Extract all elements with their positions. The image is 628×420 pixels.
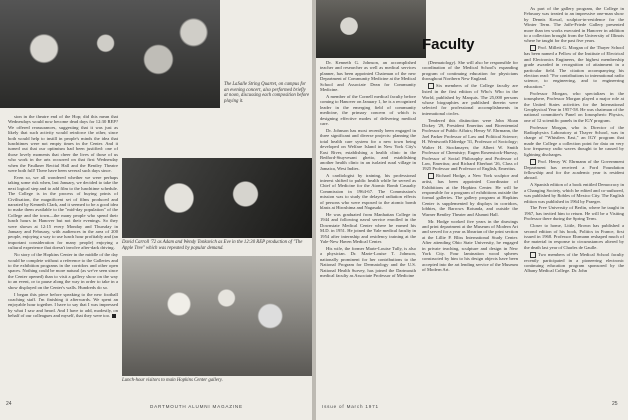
paragraph: He was graduated from Manhattan College in 1944 and following naval service enrolled in the Downstate Medical Center where he earned his M.D. in 1951. He joined the Yale medical faculty in 1954 after internship and residency training at the Yale-New Haven Medical Center.: [320, 211, 416, 244]
paragraph: Richard Hodge, a New York sculptor and artist, has been appointed Coordinator of Exhibitions at the Hopkins Center. He will be responsible for a program of exhibitions outside the formal galleries. The gallery program at Hopkins Center is supplemented by displays in corridors, lobbies, the Barrows Rotunda, and outside the Warner Bentley Theater and Alumni Hall.: [422, 173, 518, 217]
paragraph: Six members of the College faculty are listed in the first edition of Who's Who in the World, published by Marquis. The 25,000 persons whose biographies are published therein were selected for professional accomplishments in international circles.: [422, 83, 518, 116]
section-heading-box: [422, 36, 498, 54]
paragraph: Mr. Hodge worked five years in the drawings and print department at the Museum of Modern Art and served for a year as librarian of the print section at the Lillie P. Bliss International Study Center. After attending Ohio State University, he engaged in private teaching, sculpture and design in New York City. Four lamination wood spheres constructed by him to his design objects have been accepted into the art lending service of the Museum of Modern Art.: [422, 218, 518, 273]
gallery-caption: Lunch-hour visitors to main Hopkins Center gallery.: [122, 378, 223, 383]
paragraph: Prof. Millett G. Morgan of the Thayer School has been named a Fellow of the Institute of Electrical and Electronics Engineers, the highest membership grade awarded in recognition of attainment in a particular field. The citation accompanying his election read: "For contributions to international radio science, to engineering, and to engineering education.": [524, 45, 624, 89]
paragraph: Dr. Kenneth G. Johnson, an accomplished teacher and researcher as well as medical services planner, has been appointed Chairman of the new Department of Community Medicine at the Medical School and Associate Dean for Community Medicine.: [320, 60, 416, 93]
paragraph: I began this piece before speaking to the new football coaching staff. I'm finishing it afterwards. We spent an enjoyable hour together. I have to say that I was impressed by what I saw and heard. And I have to add, modestly, on behalf of our colleagues and myself, that they were too.: [8, 291, 118, 319]
gallery-visitors-photo: [122, 256, 312, 376]
paragraph: Even so, we all wondered whether we were perhaps taking some risk when, last January, we decided to take the next logical step and to add film to the lunchtime schedule. The College is in the process of buying prints of Civilisation, the magnificent set of films produced and narrated by Kenneth Clark, and it seemed to be a good idea to make them available to the "mid-day population" of the College and the town—the many people who spend their lunch hours in Hanover but not their evenings. So they were shown at 12:15 every Monday and Thursday in January and February, with audiences in the area of 200 people, enjoying a way to use lunch hour profitably and (an important consideration for many people) enjoying a cultural experience that doesn't involve after-dark driving.: [8, 174, 118, 251]
faculty-column-1: [320, 60, 416, 396]
quartet-caption: The LaSalle String Quartet, on campus for an evening concert, also performed briefly at noon, discussing each composition before playing it.: [224, 82, 310, 104]
paragraph: sion in the theatre end of the Hop; did this mean that Wednesdays would now become dead days for 12:30 REP? We offered reassurances, suggesting that it was just as likely that such activity would reinforce the other, since both would help to instill in people's minds the idea that lunchtimes were not empty times in the Center. And it turned out that our optimism had been justified: one of those lovely moments that cheer the lives of those of us who work in the arts occurred on that first Wednesday when the Faulkner Recital Hall and the Bentley Theatre were both full! There have been several such days since.: [8, 114, 118, 174]
paragraph: His wife, the former Marie-Louise Tully, is also a physician. Dr. Marie-Louise T. Johnson, nationally prominent for her contributions to the National Program for Dermatology and the U.S. National Health Survey, has joined the Dartmouth medical faculty as Associate Professor of Medicine: [320, 245, 416, 278]
page-number-right: 25: [612, 401, 618, 407]
paragraph: Dr. Johnson has most recently been engaged in three significant and diverse projects: planning the total health care system for a new town being developed on Welfare Island in New York City's East River, establishing a health clinic in the Bedford-Stuyvesant ghetto, and establishing another health clinic in an isolated rural village in Jamaica, West Indies.: [320, 127, 416, 171]
paragraph: Two members of the Medical School faculty recently participated in a pioneering electronic continuing education program sponsored by the Albany Medical College. Dr. John: [524, 251, 624, 274]
paragraph: As part of the gallery program, the College in February was treated to an impressive one-man show by Dennis Kowal, sculptor-in-residence for the Winter Term. The Jaffe-Friede Gallery presented more than ten works executed in Hanover in addition to a collection brought from the University of Illinois where he taught for the past five years.: [524, 6, 624, 44]
paragraph: Professor Morgan, who is Director of the Radiophysics Laboratory at Thayer School, was in charge of "Whistlers East," an IGY program that made the College a collection point for data on very low frequency radio waves thought to be caused by lightning discharges.: [524, 124, 624, 157]
magazine-footer: DARTMOUTH ALUMNI MAGAZINE: [150, 404, 243, 409]
left-page: [0, 0, 312, 420]
page-number-left: 24: [6, 401, 12, 407]
section-heading: Faculty: [422, 36, 475, 53]
faculty-section-photo: [316, 0, 426, 58]
issue-footer: Issue of March 1971: [322, 404, 379, 409]
paragraph: Prof. Henry W. Ehrmann of the Government Department has received a Ford Foundation fellowship and for the academic year is resident abroad.: [524, 158, 624, 181]
right-page: [316, 0, 628, 420]
play-caption: David Carroll '72 as Adam and Wendy Tonkavich as Eve in the 12:30 REP production of "The Apple Tree" which was repeated by popular demand.: [122, 240, 303, 251]
faculty-column-2: [422, 60, 518, 396]
faculty-column-3: [524, 6, 624, 396]
end-mark-icon: [112, 314, 116, 318]
string-quartet-photo: [0, 0, 220, 108]
left-article-column: [8, 114, 118, 396]
paragraph: (Dermatology). She will also be responsible for coordination of the Medical School's expanding program of continuing education for physicians throughout Northern New England.: [422, 60, 518, 82]
paragraph: The Free University of Berlin, where he taught in 1967, has invited him to return. He will be a Visiting Professor there during the Spring Term.: [524, 205, 624, 222]
paragraph: A cardiologist by training, his professional interest shifted to public health while he served as Chief of Medicine for the Atomic Bomb Casualty Commission in 1964-67. The Commission's mission was to study the delayed radiation effects of persons who were exposed to the atomic bomb blasts at Hiroshima and Nagasaki.: [320, 172, 416, 211]
paragraph: A member of the Cornell medical faculty before coming to Hanover on January 1, he is a recognized leader in the emerging field of community medicine, the primary concern of which is designing effective modes of delivering medical care.: [320, 93, 416, 126]
paragraph: A Spanish edition of a book entitled Democracy in a Changing Society, which he edited and co-authored, was published by Robles of Mexico City. The English edition was published in 1964 by Praeger.: [524, 182, 624, 204]
apple-tree-production-photo: [122, 158, 312, 238]
paragraph: Professor Morgan, who specializes in the ionosphere, Professor Morgan played a major role at the United States activities for the International Geophysical Year in 1957-58. He was chairman of the national committee's Panel on Ionospheric Physics, one of 12 scientific panels in the IGY program.: [524, 90, 624, 123]
paragraph: Tendered this distinction were John Sloan Dickey '29, President Emeritus and Bicentennial Professor of Public Affairs; Henry W. Ehrmann, the Joel Parker Professor of Law and Political Science; H. Wentworth Eldredge '31, Professor of Sociology; Walter H. Stockmayer, the Albert W. Smith Professor of Chemistry; Eugen Rosenstock-Huessy, Professor of Social Philosophy and Professor of Law, Emeritus; and Richard Eberhart '26, Class of 1925 Professor and Professor of English, Emeritus.: [422, 117, 518, 172]
paragraph: Closer to home, Little, Brown has published a second edition of his book, Politics in France, first issued in 1968. Professor Ehrmann reshaped much of the material in response to circumstances altered by the death last year of Charles de Gaulle.: [524, 223, 624, 250]
paragraph: No story of the Hopkins Center in the middle of the day would be complete without a reference to the Galleries and to the exhibition programs in the corridors and other open spaces. Nothing could be more natural (as we've seen since the Center opened) than to visit a gallery show on the way to an event, or to pause along the way in order to take in a show displayed on the Center's walls. Hundreds do so.: [8, 252, 118, 290]
